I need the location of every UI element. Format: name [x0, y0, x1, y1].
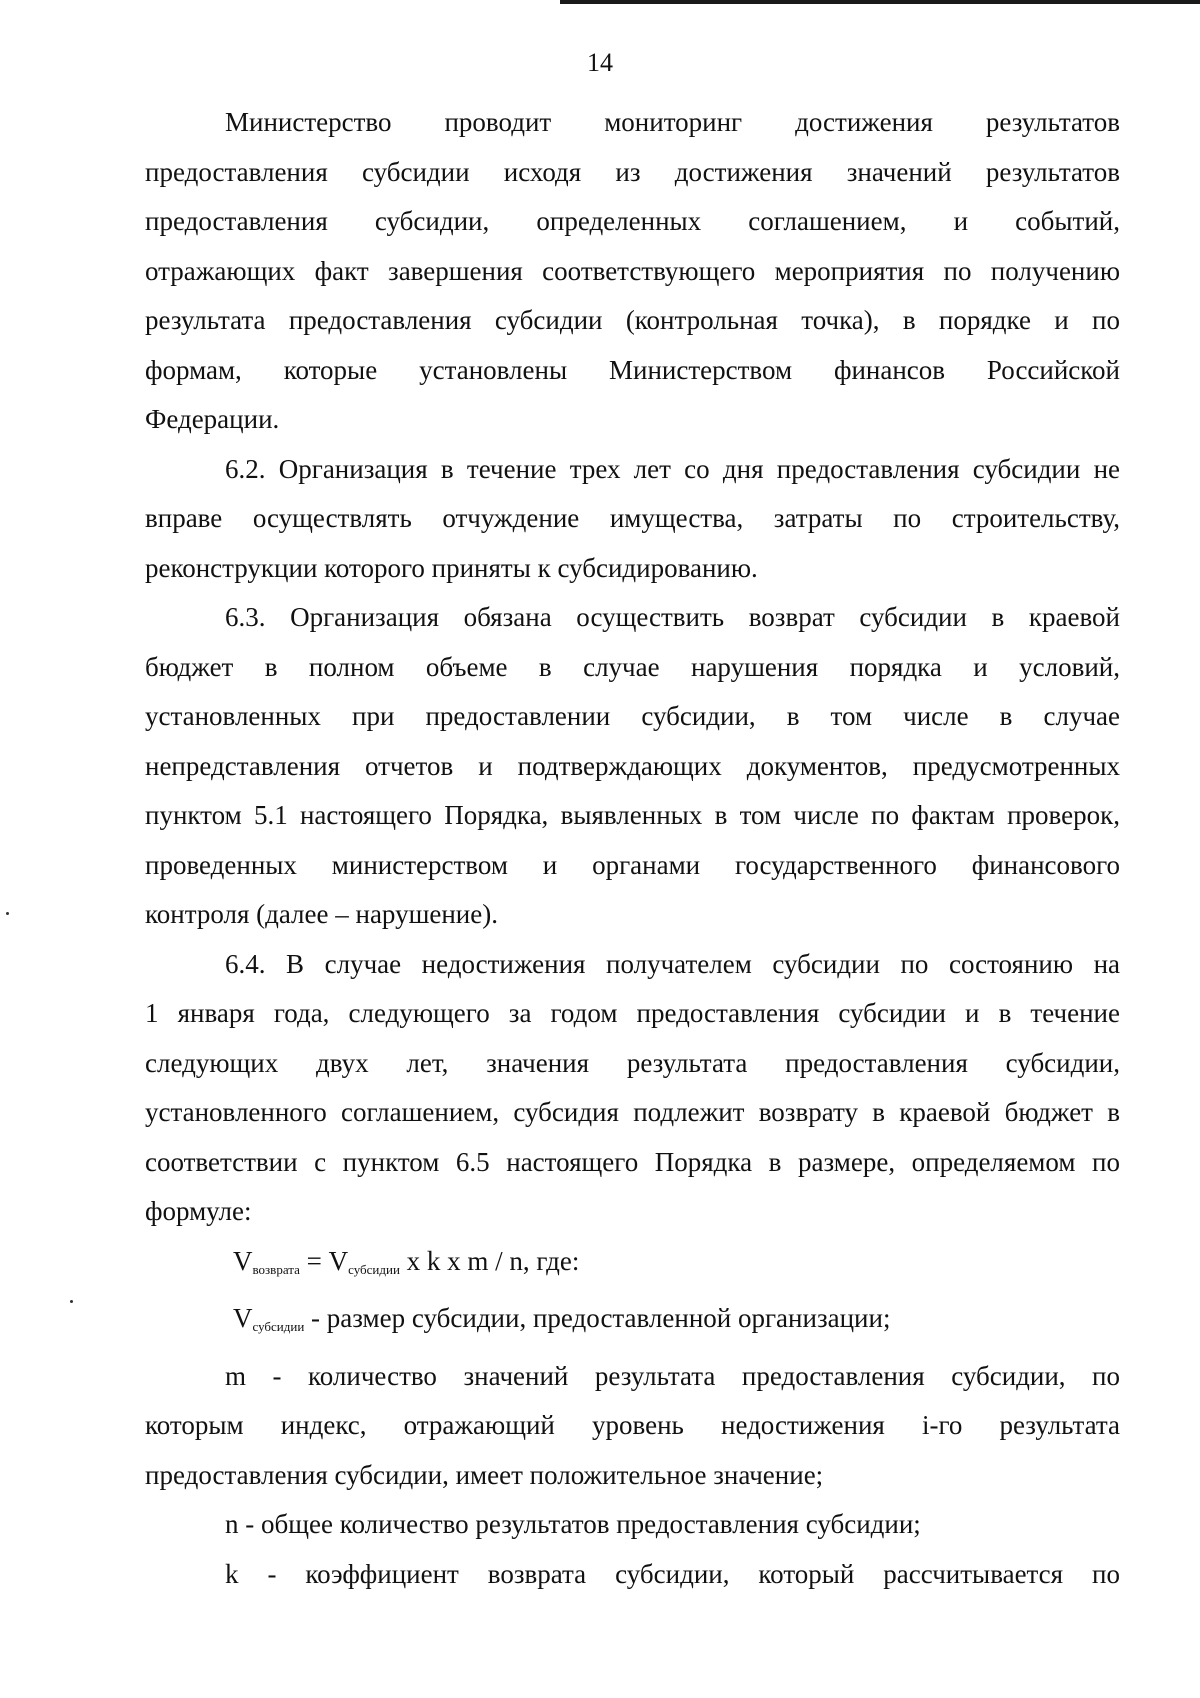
scan-top-edge — [560, 0, 1200, 4]
paragraph-6-4 — [145, 940, 1120, 1237]
text-line: реконструкции которого приняты к субсидированию. — [145, 552, 758, 583]
text-line: 6.2. Организация в течение трех лет со дня предоставления субсидии не — [225, 453, 1120, 484]
formula-sub-subsidy: субсидии — [348, 1261, 400, 1277]
formula-rest: х k х m / n, где: — [399, 1245, 580, 1276]
formula-eq: = V — [299, 1245, 349, 1276]
text-line: предоставления субсидии исходя из достижения значений результатов — [145, 156, 1120, 187]
definition-n — [145, 1500, 1120, 1550]
paragraph-6-2 — [145, 445, 1120, 594]
text-line: непредставления отчетов и подтверждающих документов, предусмотренных — [145, 750, 1120, 781]
text-line: соответствии с пунктом 6.5 настоящего Порядка в размере, определяемом по — [145, 1146, 1120, 1177]
definition-v-symbol: V — [233, 1303, 253, 1333]
text-line: 6.3. Организация обязана осуществить возврат субсидии в краевой — [225, 602, 1120, 632]
definition-v-sub: субсидии — [252, 1319, 305, 1334]
text-line: контроля (далее – нарушение). — [145, 899, 498, 929]
text-line: m - количество значений результата предоставления субсидии, по — [225, 1360, 1120, 1391]
text-line: формам, которые установлены Министерством финансов Российской — [145, 354, 1120, 385]
definition-v-text: - размер субсидии, предоставленной организации; — [304, 1303, 891, 1333]
scan-speck — [70, 1300, 73, 1303]
text-line: n - общее количество результатов предоставления субсидии; — [225, 1509, 921, 1539]
text-line: проведенных министерством и органами государственного финансового — [145, 849, 1120, 880]
text-line: бюджет в полном объеме в случае нарушения порядка и условий, — [145, 651, 1120, 682]
text-line: предоставления субсидии, определенных соглашением, и событий, — [145, 206, 1120, 236]
text-line: пунктом 5.1 настоящего Порядка, выявленных в том числе по фактам проверок, — [145, 800, 1120, 830]
text-line: следующих двух лет, значения результата предоставления субсидии, — [145, 1047, 1120, 1078]
definition-k — [145, 1550, 1120, 1600]
page-number: 14 — [587, 48, 613, 77]
text-line: установленных при предоставлении субсидии, в том числе в случае — [145, 701, 1120, 731]
document-body — [145, 98, 1120, 1599]
text-line: Федерации. — [145, 404, 280, 434]
text-line: вправе осуществлять отчуждение имущества, затраты по строительству, — [145, 503, 1120, 533]
text-line: результата предоставления субсидии (контрольная точка), в порядке и по — [145, 305, 1120, 335]
text-line: k - коэффициент возврата субсидии, который рассчитывается по — [225, 1558, 1120, 1589]
definition-v — [145, 1294, 1120, 1352]
formula-sub-return: возврата — [252, 1261, 300, 1277]
scan-speck — [6, 912, 9, 915]
paragraph-monitoring — [145, 98, 1120, 445]
definition-m — [145, 1352, 1120, 1501]
paragraph-6-3 — [145, 593, 1120, 940]
text-line: отражающих факт завершения соответствующего мероприятия по получению — [145, 255, 1120, 286]
text-line: 1 января года, следующего за годом предоставления субсидии и в течение — [145, 998, 1120, 1028]
text-line: формуле: — [145, 1196, 252, 1226]
text-line: которым индекс, отражающий уровень недостижения i-го результата — [145, 1410, 1120, 1440]
text-line: 6.4. В случае недостижения получателем субсидии по состоянию на — [225, 948, 1120, 979]
formula-v: V — [233, 1245, 253, 1276]
text-line: Министерство проводит мониторинг достижения результатов — [225, 107, 1120, 137]
text-line: предоставления субсидии, имеет положительное значение; — [145, 1459, 824, 1490]
text-line: установленного соглашением, субсидия подлежит возврату в краевой бюджет в — [145, 1097, 1120, 1127]
return-formula — [145, 1237, 1120, 1295]
